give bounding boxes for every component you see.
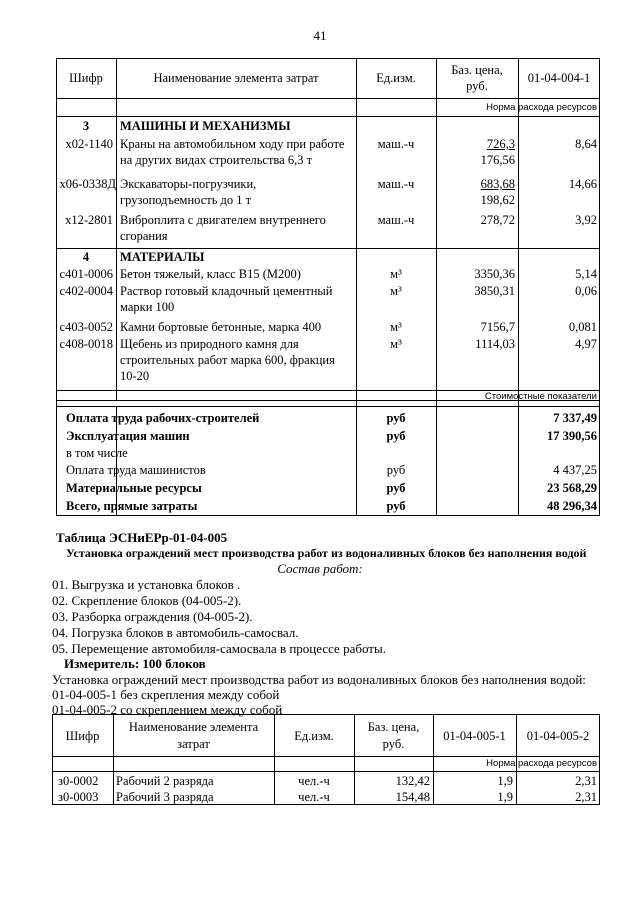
description-line: 01-04-005-1 без скрепления между собой bbox=[52, 687, 280, 702]
table-title: Таблица ЭСНиЕРр-01-04-005 bbox=[56, 530, 228, 545]
header-price: Баз. цена, bbox=[367, 720, 420, 734]
composition-heading: Состав работ: bbox=[277, 561, 363, 576]
header-unit: Ед.изм. bbox=[294, 729, 334, 743]
header-code: Шифр bbox=[69, 71, 103, 85]
section-number: 3 bbox=[82, 119, 90, 133]
work-item: 01. Выгрузка и установка блоков . bbox=[52, 577, 241, 592]
work-item: 03. Разборка ограждения (04-005-2). bbox=[52, 609, 253, 624]
section-title: МАТЕРИАЛЫ bbox=[120, 250, 205, 264]
section-title: МАШИНЫ И МЕХАНИЗМЫ bbox=[120, 119, 291, 133]
work-item: 02. Скрепление блоков (04-005-2). bbox=[52, 593, 242, 608]
header-name: Наименование элемента затрат bbox=[153, 71, 319, 85]
work-item: 04. Погрузка блоков в автомобиль-самосвал. bbox=[52, 625, 299, 640]
section-number: 4 bbox=[82, 250, 90, 264]
cost-label: Стоимостные показатели bbox=[484, 391, 597, 402]
header-price: руб. bbox=[382, 737, 405, 751]
meter: Измеритель: 100 блоков bbox=[64, 656, 206, 671]
table-subtitle: Установка ограждений мест производства работ из водоналивных блоков без наполнения водой bbox=[66, 546, 587, 560]
header-name: Наименование элемента bbox=[128, 720, 259, 734]
norm-label: Норма расхода ресурсов bbox=[486, 758, 597, 769]
header-name: затрат bbox=[177, 737, 210, 751]
page-number: 41 bbox=[313, 28, 327, 43]
header-unit: Ед.изм. bbox=[376, 71, 416, 85]
header-col: 01-04-005-2 bbox=[526, 729, 590, 743]
description-line: 01-04-005-2 со скреплением между собой bbox=[52, 702, 283, 717]
header-code: Шифр bbox=[65, 729, 100, 743]
work-item: 05. Перемещение автомобиля-самосвала в процессе работы. bbox=[52, 641, 386, 656]
norm-label: Норма расхода ресурсов bbox=[486, 102, 597, 113]
description-line: Установка ограждений мест производства работ из водоналивных блоков без наполнения водой: bbox=[52, 672, 586, 687]
header-col: 01-04-005-1 bbox=[443, 729, 506, 743]
header-col: 01-04-004-1 bbox=[527, 71, 591, 85]
header-price: Баз. цена, руб. bbox=[451, 63, 503, 93]
